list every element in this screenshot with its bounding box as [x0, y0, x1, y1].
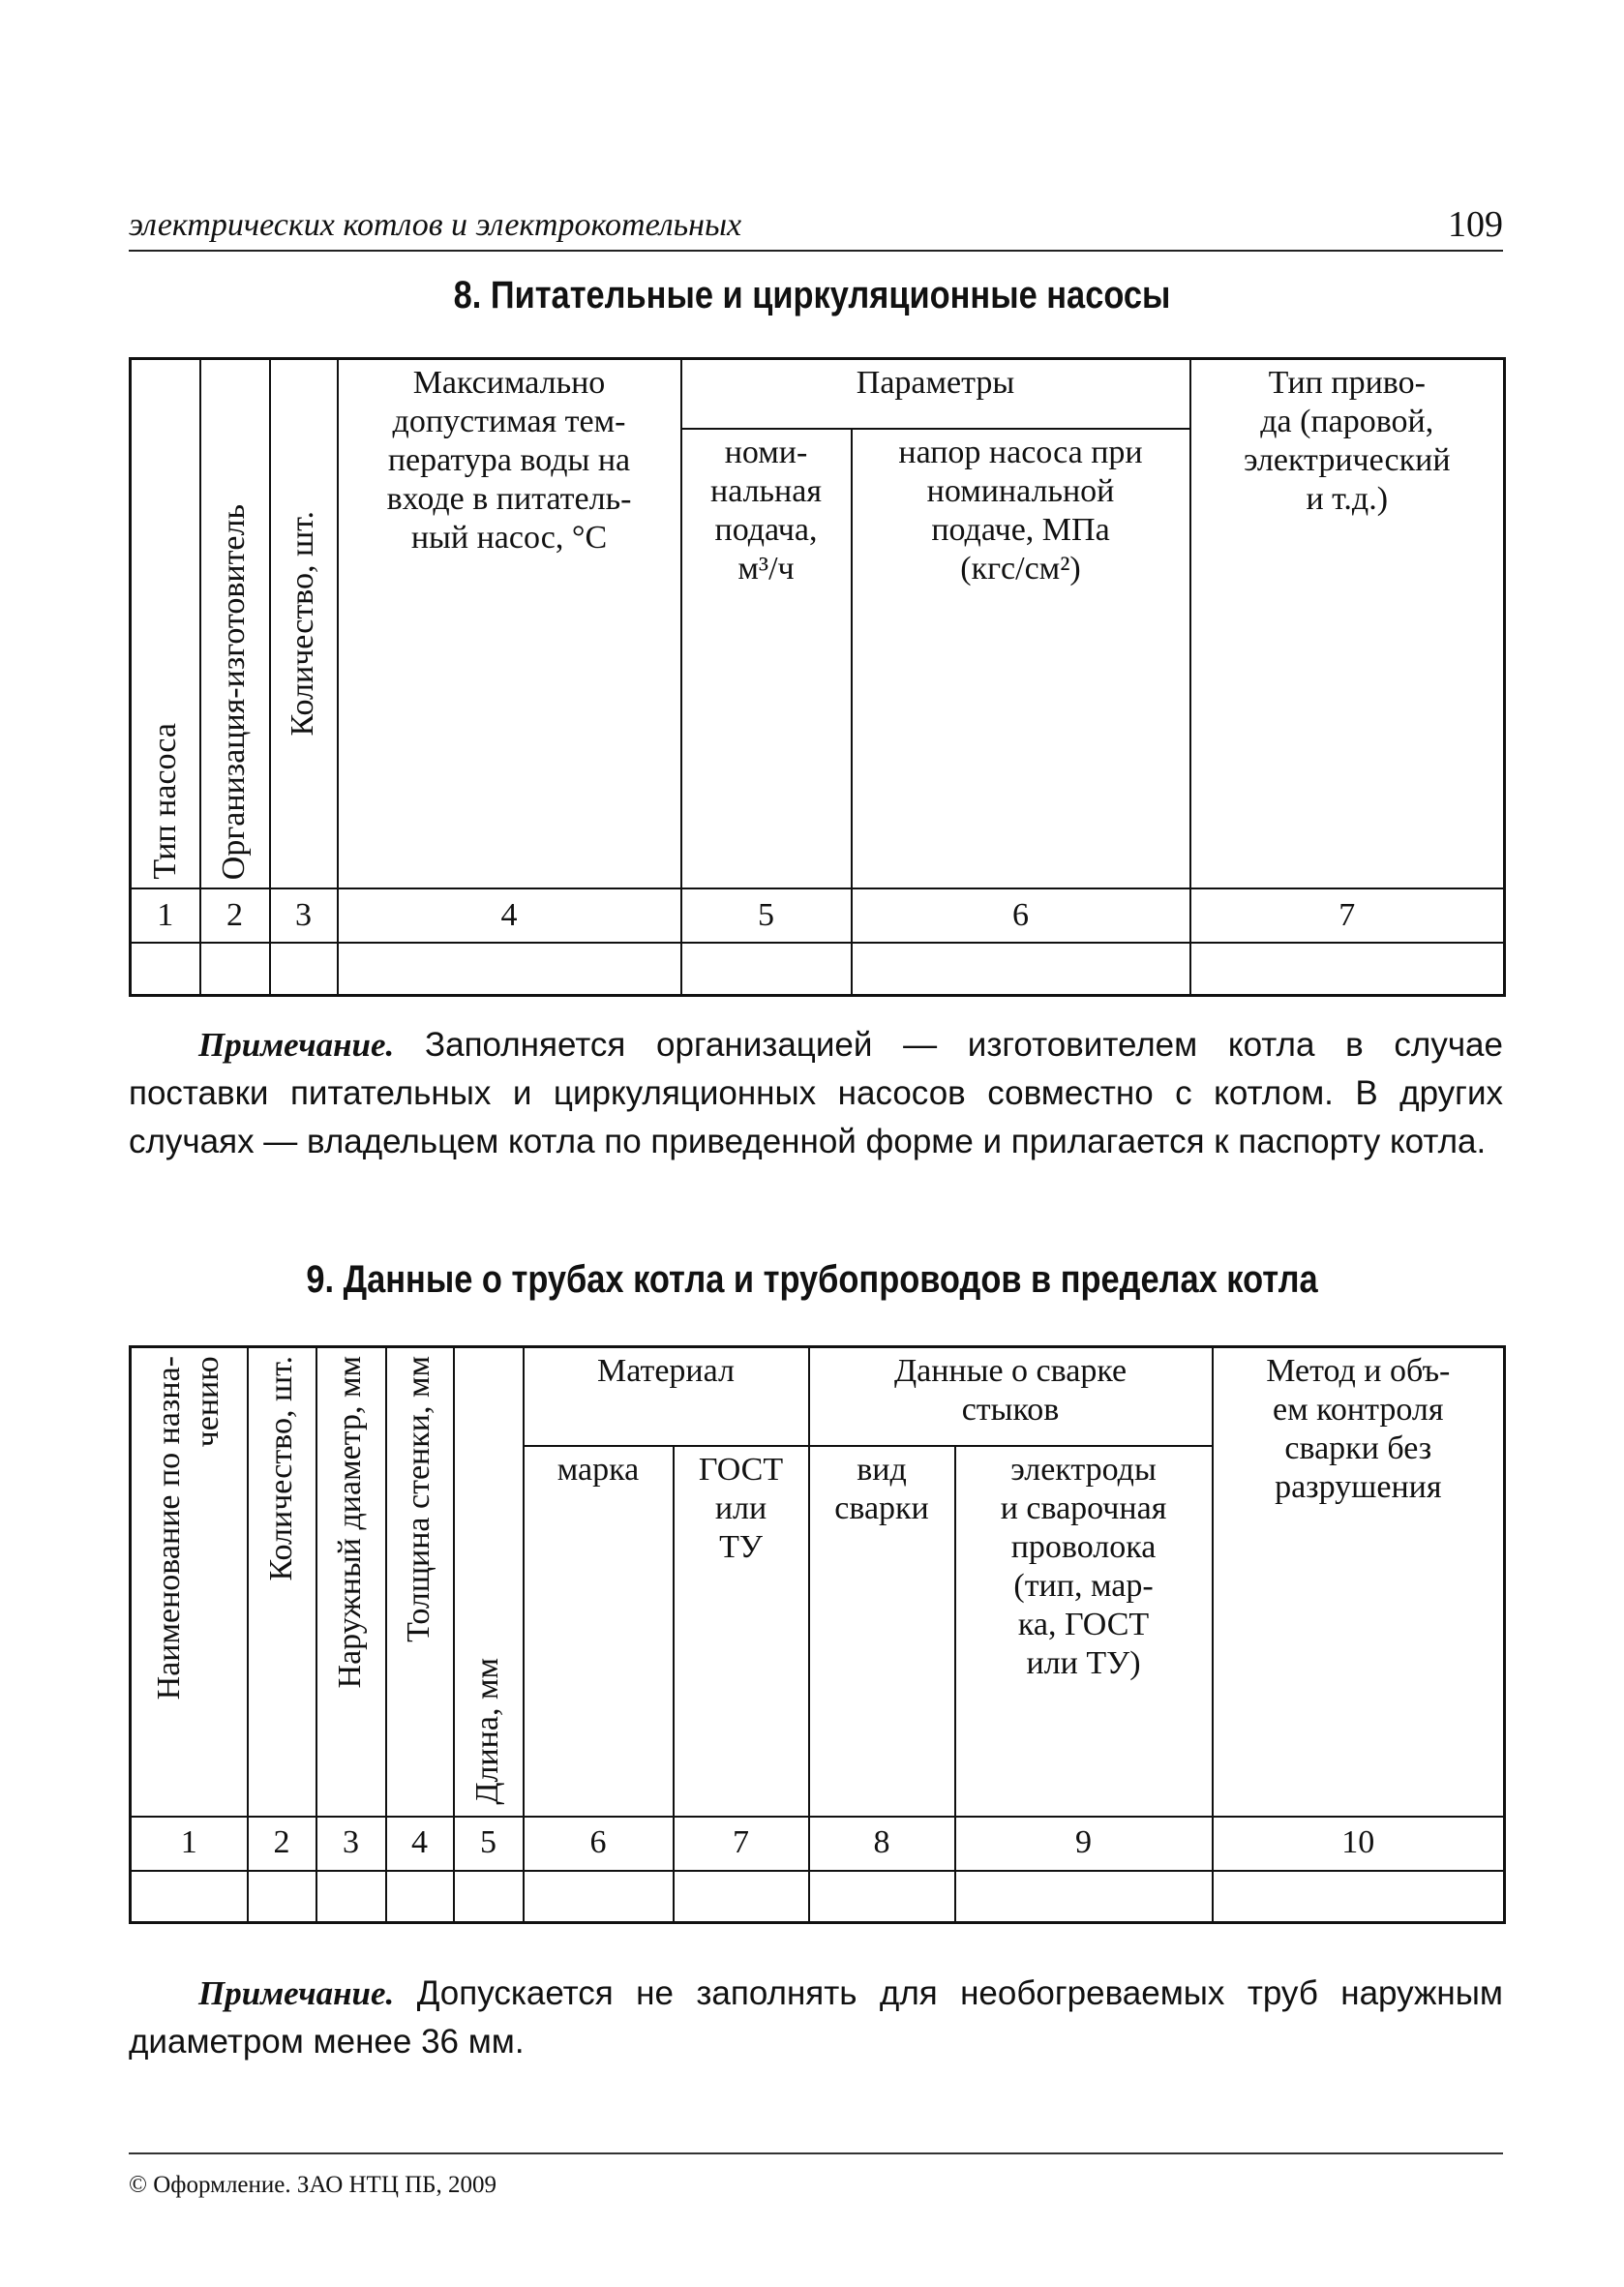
header-wall-thickness: Толщина стенки, мм [386, 1347, 454, 1817]
empty-cell[interactable] [674, 1871, 809, 1923]
running-head [129, 201, 1503, 252]
column-number: 2 [248, 1817, 316, 1871]
column-number: 7 [674, 1817, 809, 1871]
column-number: 4 [338, 888, 681, 943]
column-number: 3 [316, 1817, 386, 1871]
empty-fill-row [131, 943, 1505, 995]
header-outer-diameter: Наружный диаметр, мм [316, 1347, 386, 1817]
empty-cell[interactable] [1213, 1871, 1505, 1923]
empty-cell[interactable] [316, 1871, 386, 1923]
note-text: Допускается не заполнять для необогреваемых труб наружным диаметром менее 36 мм. [129, 1974, 1503, 2061]
header-weld-data: Данные о сварке стыков [809, 1347, 1213, 1446]
header-nominal-flow: номи- нальная подача, м³/ч [681, 429, 852, 888]
empty-cell[interactable] [809, 1871, 955, 1923]
header-electrodes: электроды и сварочная проволока (тип, мар- ка, ГОСТ или ТУ) [955, 1446, 1213, 1817]
section-8-title: 8. Питательные и циркуляционные насосы [453, 274, 1171, 316]
header-quantity: Количество, шт. [248, 1347, 316, 1817]
header-grade: марка [524, 1446, 674, 1817]
note-lead: Примечание. [198, 1026, 395, 1064]
column-number: 6 [852, 888, 1190, 943]
header-pump-head: напор насоса при номинальной подаче, МПа (кгс/см²) [852, 429, 1190, 888]
column-number: 5 [454, 1817, 524, 1871]
header-drive-type: Тип приво- да (паровой, электрический и т.д.) [1190, 359, 1505, 889]
pumps-table [129, 357, 1506, 997]
column-numbers-row [131, 1817, 1505, 1871]
footer-copyright: © Оформление. ЗАО НТЦ ПБ, 2009 [129, 2152, 1503, 2199]
header-manufacturer: Организация-изготовитель [200, 359, 270, 889]
note-section-8 [129, 1021, 1503, 1166]
column-number: 4 [386, 1817, 454, 1871]
section-9-title: 9. Данные о трубах котла и трубопроводов в пределах котла [306, 1258, 1318, 1301]
column-number: 6 [524, 1817, 674, 1871]
pipes-table [129, 1345, 1506, 1924]
note-lead: Примечание. [198, 1974, 395, 2012]
column-number: 10 [1213, 1817, 1505, 1871]
empty-cell[interactable] [1190, 943, 1505, 995]
empty-cell[interactable] [200, 943, 270, 995]
column-number: 1 [131, 888, 200, 943]
running-title: электрических котлов и электрокотельных [129, 207, 742, 243]
header-pipe-name: Наименование по назна- чению [131, 1347, 248, 1817]
header-material: Материал [524, 1347, 809, 1446]
empty-cell[interactable] [955, 1871, 1213, 1923]
empty-cell[interactable] [248, 1871, 316, 1923]
note-text: Заполняется организацией — изготовителем котла в случае поставки питательных и циркуляционных насосов совместно с котлом. В других случаях — владельцем котла по приведенной форме и прилагается к паспорту котла. [129, 1026, 1503, 1160]
header-pump-type: Тип насоса [131, 359, 200, 889]
page-number: 109 [1448, 204, 1503, 245]
header-quantity: Количество, шт. [270, 359, 338, 889]
empty-cell[interactable] [524, 1871, 674, 1923]
column-number: 3 [270, 888, 338, 943]
empty-fill-row [131, 1871, 1505, 1923]
column-number: 7 [1190, 888, 1505, 943]
column-number: 9 [955, 1817, 1213, 1871]
column-number: 8 [809, 1817, 955, 1871]
empty-cell[interactable] [338, 943, 681, 995]
empty-cell[interactable] [131, 1871, 248, 1923]
empty-cell[interactable] [454, 1871, 524, 1923]
header-standard: ГОСТ или ТУ [674, 1446, 809, 1817]
header-length: Длина, мм [454, 1347, 524, 1817]
column-number: 2 [200, 888, 270, 943]
empty-cell[interactable] [852, 943, 1190, 995]
header-parameters: Параметры [681, 359, 1190, 429]
note-section-9 [129, 1970, 1503, 2066]
empty-cell[interactable] [131, 943, 200, 995]
header-max-temperature: Максимально допустимая тем- пература воды на входе в питатель- ный насос, °С [338, 359, 681, 889]
column-number: 1 [131, 1817, 248, 1871]
header-inspection-method: Метод и объ- ем контроля сварки без разрушения [1213, 1347, 1505, 1817]
header-weld-type: вид сварки [809, 1446, 955, 1817]
empty-cell[interactable] [270, 943, 338, 995]
empty-cell[interactable] [386, 1871, 454, 1923]
column-numbers-row [131, 888, 1505, 943]
column-number: 5 [681, 888, 852, 943]
empty-cell[interactable] [681, 943, 852, 995]
